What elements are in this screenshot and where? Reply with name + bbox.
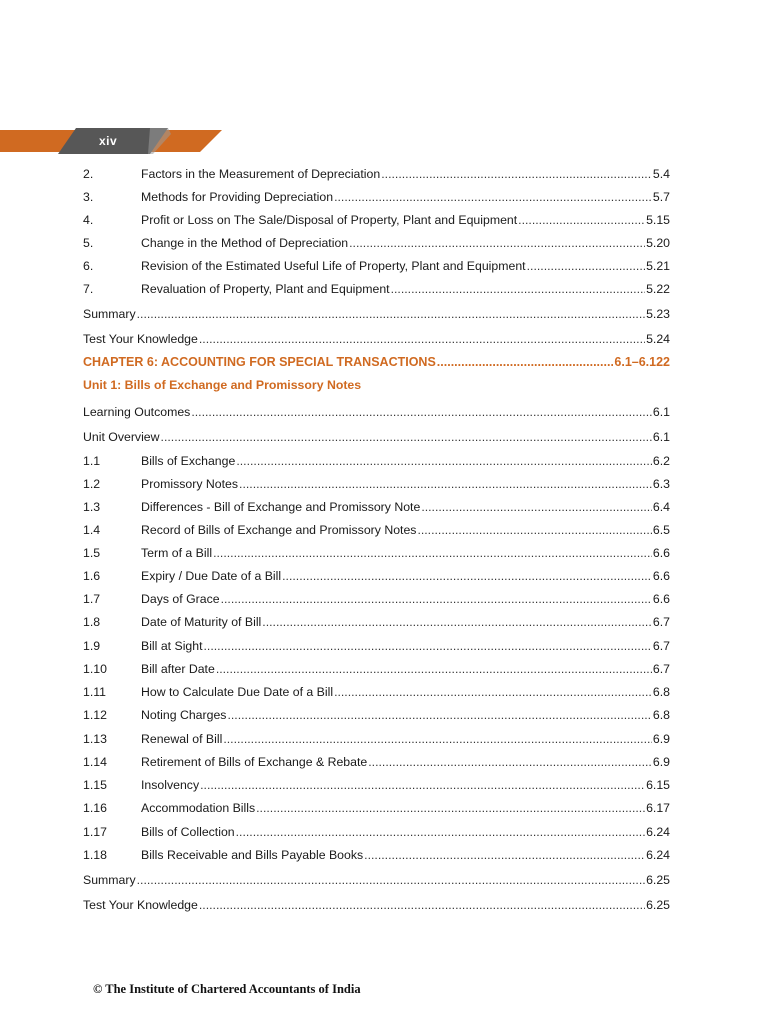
dot-leader	[213, 545, 652, 561]
toc-row[interactable]	[83, 661, 670, 677]
toc-page: 6.8	[652, 708, 670, 722]
toc-page: 6.25	[646, 898, 670, 912]
dot-leader	[417, 522, 651, 538]
toc-number: 5.	[83, 236, 94, 250]
dot-leader	[223, 731, 652, 747]
dot-leader	[236, 453, 652, 469]
dot-leader	[204, 638, 652, 654]
toc-page: 6.24	[646, 848, 670, 862]
dot-leader	[161, 429, 652, 445]
toc-row[interactable]	[83, 707, 670, 723]
toc-page: 5.21	[646, 259, 670, 273]
toc-title: Retirement of Bills of Exchange & Rebate	[141, 755, 368, 769]
toc-title: Bill after Date	[141, 662, 215, 676]
chapter-title: CHAPTER 6: ACCOUNTING FOR SPECIAL TRANSACTIONS	[83, 355, 436, 369]
toc-title: Learning Outcomes	[83, 405, 191, 419]
toc-title: Revaluation of Property, Plant and Equipment	[141, 282, 390, 296]
unit-heading[interactable]	[83, 377, 670, 393]
toc-row-test[interactable]	[83, 897, 670, 913]
toc-row[interactable]	[83, 189, 670, 205]
dot-leader	[216, 661, 652, 677]
toc-page: 5.15	[646, 213, 670, 227]
toc-title: Bills of Collection	[141, 825, 235, 839]
dot-leader	[368, 754, 652, 770]
dot-leader	[334, 189, 652, 205]
toc-number: 1.3	[83, 500, 101, 514]
toc-title: Methods for Providing Depreciation	[141, 190, 334, 204]
toc-page: 6.9	[652, 732, 670, 746]
dot-leader	[239, 476, 652, 492]
dot-leader	[137, 306, 645, 322]
toc-title: Unit Overview	[83, 430, 160, 444]
toc-title: Date of Maturity of Bill	[141, 615, 262, 629]
toc-title: Revision of the Estimated Useful Life of Property, Plant and Equipment	[141, 259, 526, 273]
toc-title: Test Your Knowledge	[83, 898, 198, 912]
toc-page: 6.4	[652, 500, 670, 514]
toc-row[interactable]	[83, 522, 670, 538]
toc-row-summary[interactable]	[83, 306, 670, 322]
toc-row[interactable]	[83, 258, 670, 274]
toc-row-test[interactable]	[83, 331, 670, 347]
toc-title: Bills Receivable and Bills Payable Books	[141, 848, 364, 862]
dot-leader	[262, 614, 652, 630]
toc-title: Insolvency	[141, 778, 200, 792]
toc-row[interactable]	[83, 800, 670, 816]
toc-number: 1.6	[83, 569, 101, 583]
toc-number: 1.18	[83, 848, 107, 862]
toc-number: 1.12	[83, 708, 107, 722]
toc-title: Differences - Bill of Exchange and Promissory Note	[141, 500, 421, 514]
dot-leader	[199, 331, 645, 347]
toc-page: 6.8	[652, 685, 670, 699]
toc-title: Noting Charges	[141, 708, 227, 722]
toc-page: 6.7	[652, 615, 670, 629]
toc-row[interactable]	[83, 638, 670, 654]
toc-number: 1.14	[83, 755, 107, 769]
toc-number: 3.	[83, 190, 94, 204]
dot-leader	[381, 166, 652, 182]
toc-title: Record of Bills of Exchange and Promissory Notes	[141, 523, 417, 537]
copyright-footer: © The Institute of Chartered Accountants of India	[93, 982, 361, 996]
toc-page: 5.20	[646, 236, 670, 250]
toc-title: Bills of Exchange	[141, 454, 236, 468]
toc-title: Change in the Method of Depreciation	[141, 236, 349, 250]
toc-title: Promissory Notes	[141, 477, 239, 491]
toc-page: 5.22	[646, 282, 670, 296]
toc-row[interactable]	[83, 591, 670, 607]
page-number: xiv	[99, 134, 118, 148]
toc-number: 1.13	[83, 732, 107, 746]
toc-number: 1.2	[83, 477, 101, 491]
toc-number: 1.16	[83, 801, 107, 815]
dot-leader	[282, 568, 652, 584]
toc-row[interactable]	[83, 212, 670, 228]
toc-row[interactable]	[83, 499, 670, 515]
dot-leader	[437, 354, 614, 370]
toc-row-unit-overview[interactable]	[83, 429, 670, 445]
toc-number: 1.7	[83, 592, 101, 606]
toc-row[interactable]	[83, 847, 670, 863]
toc-number: 1.1	[83, 454, 101, 468]
toc-number: 1.11	[83, 685, 107, 699]
toc-page: 6.17	[646, 801, 670, 815]
toc-title: Renewal of Bill	[141, 732, 223, 746]
toc-page: 5.4	[652, 167, 670, 181]
toc-title: Expiry / Due Date of a Bill	[141, 569, 282, 583]
dot-leader	[527, 258, 645, 274]
toc-row[interactable]	[83, 684, 670, 700]
dot-leader	[364, 847, 645, 863]
dot-leader	[391, 281, 645, 297]
toc-row-summary[interactable]	[83, 872, 670, 888]
toc-page: 6.24	[646, 825, 670, 839]
toc-page: 6.25	[646, 873, 670, 887]
toc-title: Summary	[83, 307, 136, 321]
toc-number: 1.17	[83, 825, 107, 839]
toc-title: Profit or Loss on The Sale/Disposal of Property, Plant and Equipment	[141, 213, 518, 227]
toc-page: 6.6	[652, 569, 670, 583]
toc-page: 6.1	[652, 430, 670, 444]
unit-title: Unit 1: Bills of Exchange and Promissory Notes	[83, 378, 362, 392]
toc-row[interactable]	[83, 545, 670, 561]
dot-leader	[256, 800, 645, 816]
toc-number: 6.	[83, 259, 94, 273]
toc-number: 1.15	[83, 778, 107, 792]
dot-leader	[191, 404, 652, 420]
toc-row[interactable]	[83, 568, 670, 584]
dot-leader	[334, 684, 652, 700]
dot-leader	[227, 707, 651, 723]
chapter-heading[interactable]	[83, 354, 670, 370]
dot-leader	[518, 212, 645, 228]
toc-title: Bill at Sight	[141, 639, 203, 653]
toc-page: 6.7	[652, 639, 670, 653]
toc-number: 1.4	[83, 523, 101, 537]
toc-row[interactable]	[83, 453, 670, 469]
toc-page: 6.6	[652, 592, 670, 606]
toc-number: 2.	[83, 167, 94, 181]
dot-leader	[199, 897, 645, 913]
toc-page: 5.7	[652, 190, 670, 204]
toc-title: Test Your Knowledge	[83, 332, 198, 346]
dot-leader	[421, 499, 652, 515]
toc-row[interactable]	[83, 731, 670, 747]
toc-page: 6.2	[652, 454, 670, 468]
toc-row[interactable]	[83, 166, 670, 182]
toc-page: 6.15	[646, 778, 670, 792]
toc-row[interactable]	[83, 614, 670, 630]
toc-page: 6.6	[652, 546, 670, 560]
toc-row[interactable]	[83, 754, 670, 770]
dot-leader	[221, 591, 652, 607]
toc-row[interactable]	[83, 281, 670, 297]
toc-title: Summary	[83, 873, 136, 887]
toc-row-learning-outcomes[interactable]	[83, 404, 670, 420]
toc-row[interactable]	[83, 824, 670, 840]
toc-title: Term of a Bill	[141, 546, 213, 560]
toc-number: 4.	[83, 213, 94, 227]
toc-page: 6.1	[652, 405, 670, 419]
toc-title: Accommodation Bills	[141, 801, 256, 815]
toc-title: Days of Grace	[141, 592, 220, 606]
toc-page: 5.23	[646, 307, 670, 321]
toc-row[interactable]	[83, 235, 670, 251]
dot-leader	[349, 235, 645, 251]
toc-number: 1.8	[83, 615, 101, 629]
dot-leader	[200, 777, 645, 793]
toc-page: 6.5	[652, 523, 670, 537]
toc-number: 1.5	[83, 546, 101, 560]
toc-number: 7.	[83, 282, 94, 296]
toc-row[interactable]	[83, 476, 670, 492]
toc-title: How to Calculate Due Date of a Bill	[141, 685, 334, 699]
toc-page: 5.24	[646, 332, 670, 346]
toc-title: Factors in the Measurement of Depreciation	[141, 167, 381, 181]
toc-page: 6.9	[652, 755, 670, 769]
dot-leader	[137, 872, 645, 888]
chapter-pages: 6.1–6.122	[614, 355, 670, 369]
toc-number: 1.9	[83, 639, 101, 653]
toc-number: 1.10	[83, 662, 107, 676]
toc-row[interactable]	[83, 777, 670, 793]
dot-leader	[236, 824, 645, 840]
toc-page: 6.3	[652, 477, 670, 491]
toc-page: 6.7	[652, 662, 670, 676]
